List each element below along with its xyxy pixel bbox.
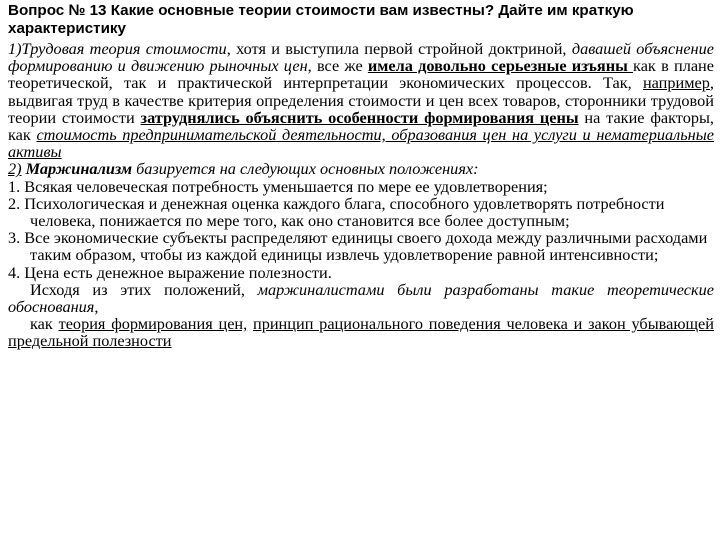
emphasis-factors: стоимость предпринимательской деятельности, образования цен на услуги и нематериальные активы [8,125,714,162]
question-title: Вопрос № 13 Какие основные теории стоимости вам известны? Дайте им краткую характеристику [8,2,634,37]
list-item: 4. Цена есть денежное выражение полезности. [8,262,332,282]
rational-behavior-principle: принцип рационального поведения человека и закон убывающей предельной полезности [8,314,714,351]
list-item: 1. Всякая человеческая потребность уменьшается по мере ее удовлетворения; [8,176,548,196]
marginalism-term: Маржинализм [25,159,133,179]
conclusion-paragraph: Исходя из этих положений, маржиналистами были разработаны такие теоретические обоснования, [8,279,714,317]
list-item: 2. Психологическая и денежная оценка каждого блага, способного удовлетворять потребности человека, понижается по мере того, как оно становится все более доступным; [8,193,665,231]
emphasis-pricing-difficulty: затруднялись объяснить особенности формирования цены [140,107,579,127]
labor-theory-paragraph: 1)Трудовая теория стоимости, хотя и выступила первой стройной доктриной, давашей объяснение формированию и движению рыночных цен, все же имела довольно серьезные изъяны как в плане теоретической, так и практической интерпретации экономических процессов. Так, например, выдвигая труд в качестве критерия определения стоимости и цен всех товаров, сторонники трудовой теории стоимости затруднялись объяснить особенности формирования цены на такие факторы, как стоимость предпринимательской деятельности, образования цен на услуги и нематериальные активы [8,39,714,162]
price-formation-theory: теория формирования цен, [58,314,248,334]
marginalism-heading: 2) Маржинализм базируется на следующих основных положениях: [8,159,479,179]
theories-list-paragraph: как теория формирования цен, принцип рационального поведения человека и закон убывающей предельной полезности [8,314,714,351]
emphasis-flaws: имела довольно серьезные изъяны [367,56,634,76]
list-item: 3. Все экономические субъекты распределяют единицы своего дохода между различными расходами таким образом, чтобы из каждой единицы извлечь удовлетворение равной интенсивности; [8,228,708,265]
example-word: например [642,73,710,93]
labor-theory-heading: 1)Трудовая теория стоимости [8,39,227,58]
